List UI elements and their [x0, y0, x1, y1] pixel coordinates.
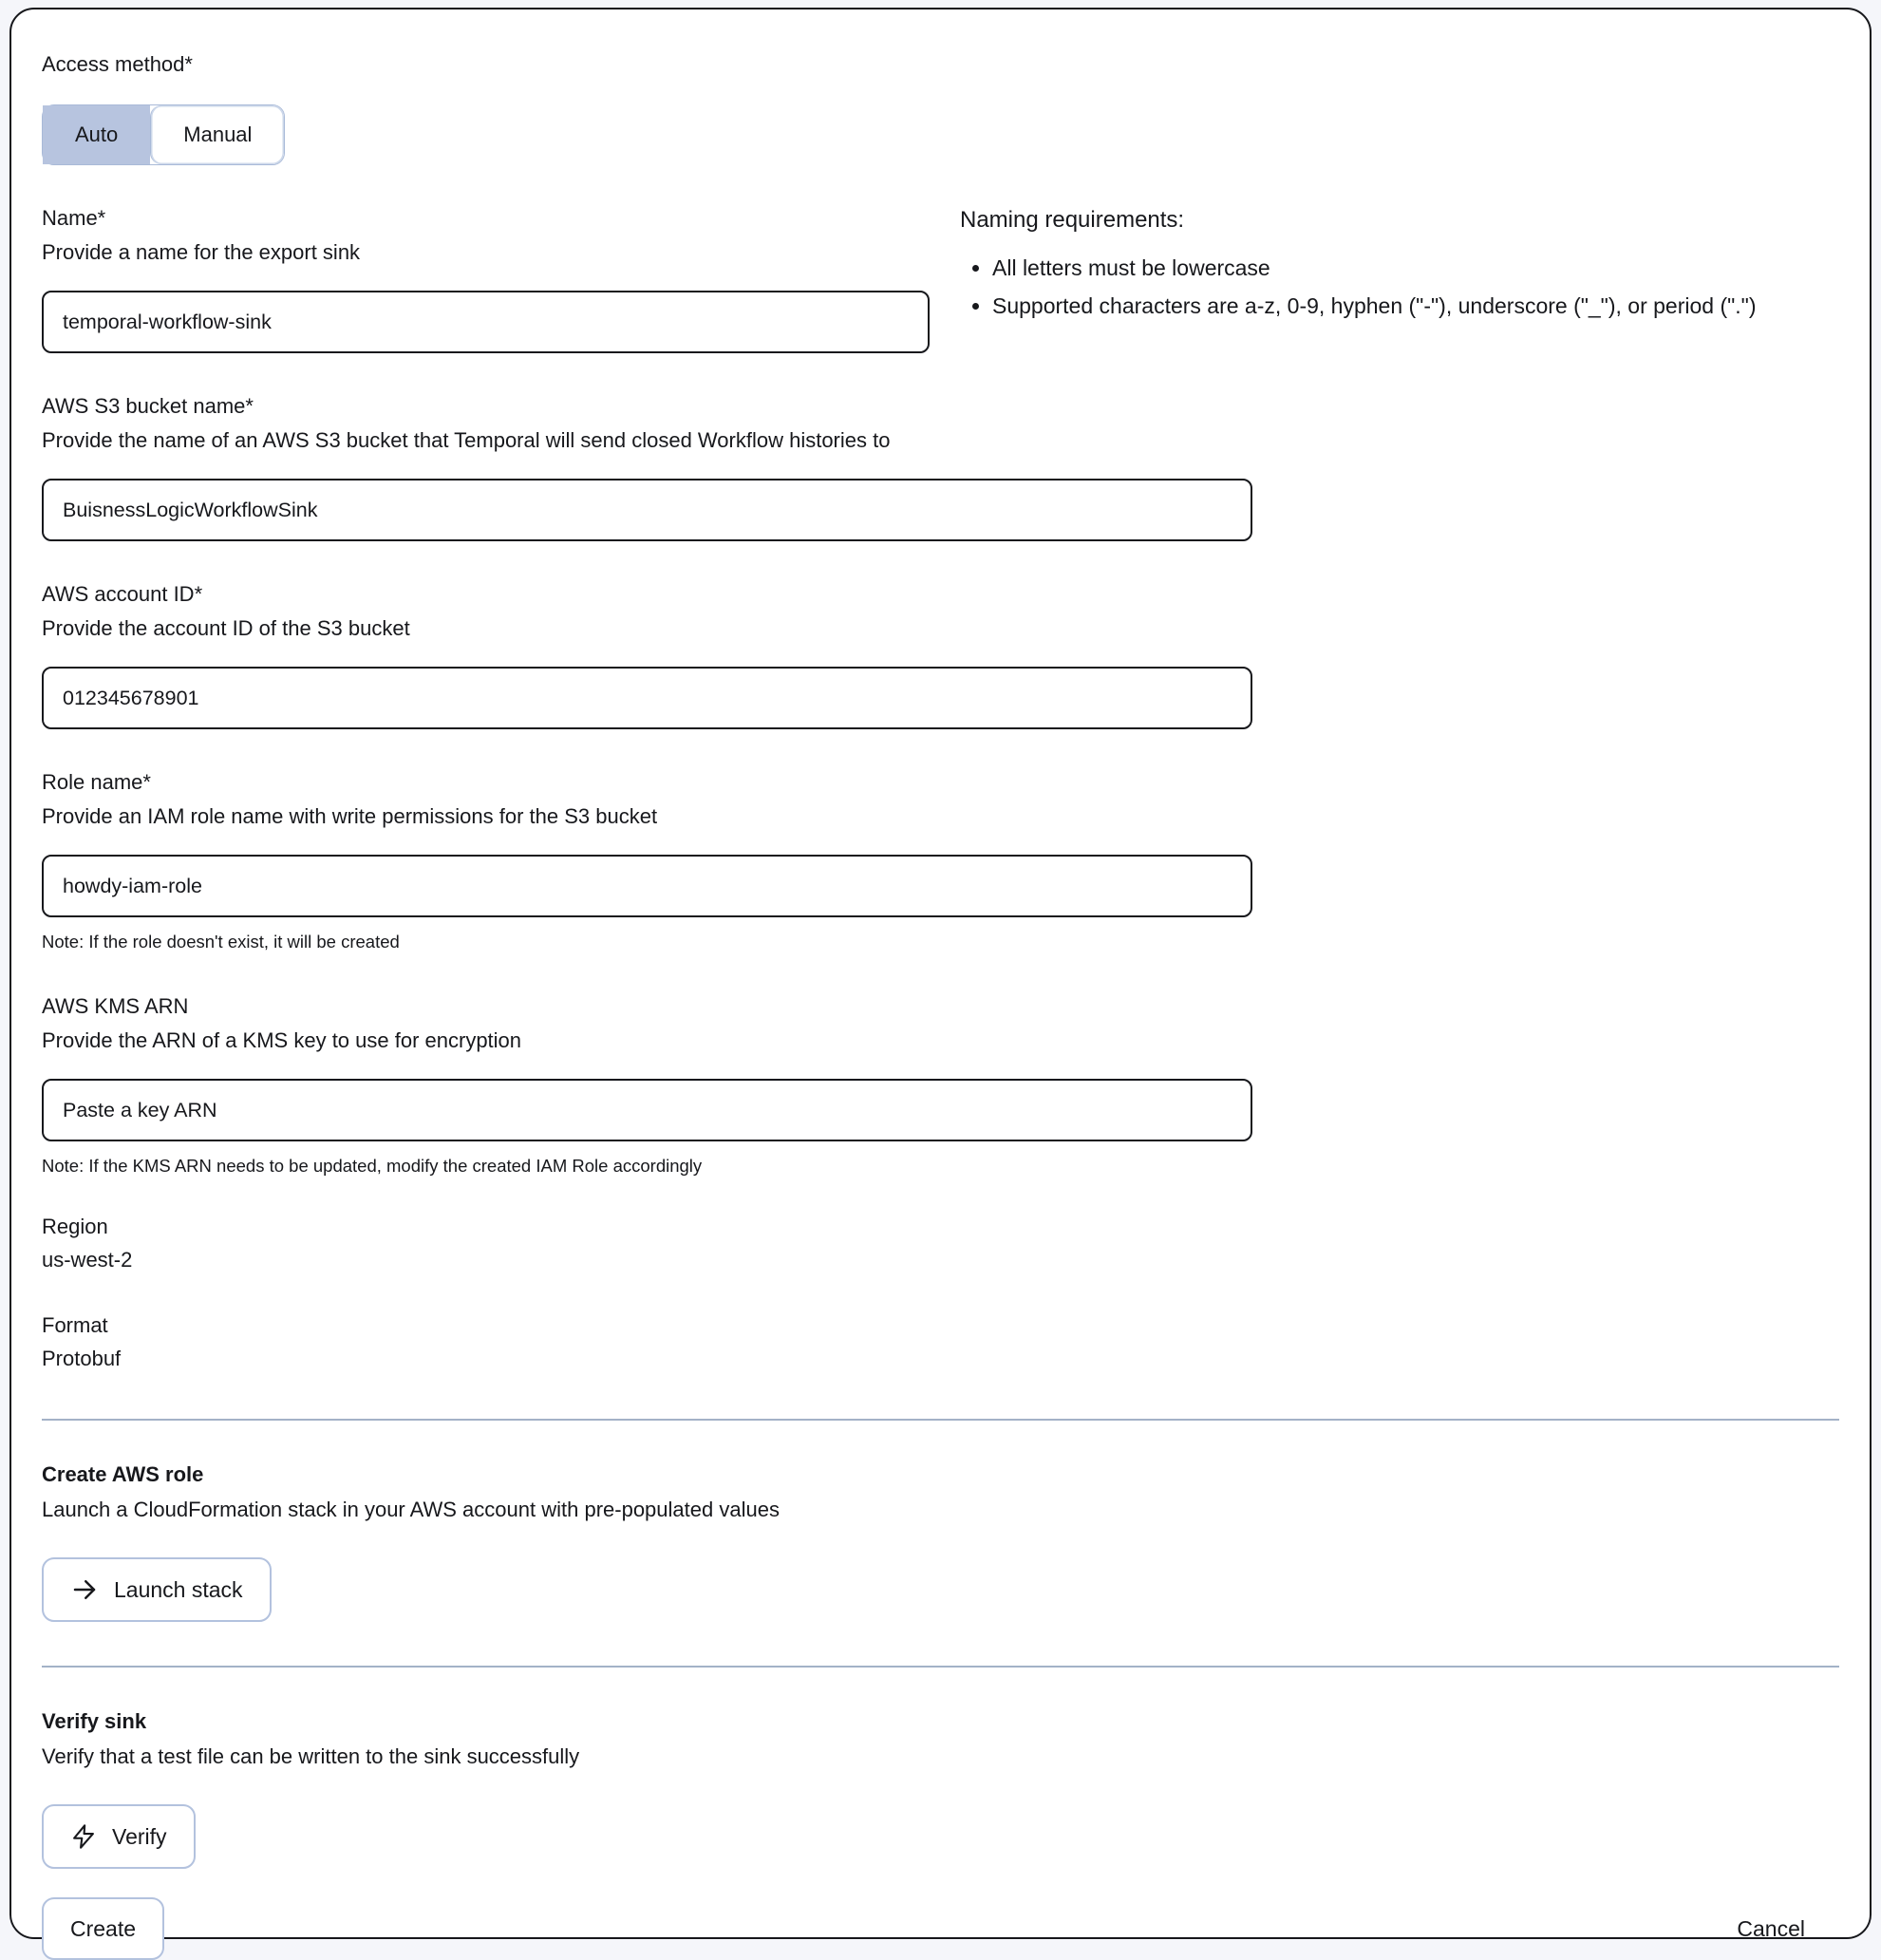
verify-sink-description: Verify that a test file can be written to the sink successfully [42, 1744, 580, 1768]
create-aws-role-section [42, 1461, 1839, 1622]
launch-stack-button[interactable] [42, 1557, 272, 1622]
s3-bucket-input[interactable] [42, 479, 1252, 541]
kms-arn-note: Note: If the KMS ARN needs to be updated, modify the created IAM Role accordingly [42, 1156, 703, 1176]
export-sink-form-card [9, 8, 1872, 1939]
name-input[interactable] [42, 291, 930, 353]
verify-button[interactable] [42, 1804, 196, 1869]
naming-requirements-title: Naming requirements: [960, 207, 1185, 233]
section-divider [42, 1419, 1839, 1421]
kms-arn-description: Provide the ARN of a KMS key to use for encryption [42, 1028, 522, 1052]
name-field [42, 205, 930, 353]
region-value: us-west-2 [42, 1248, 133, 1272]
access-method-option-manual[interactable]: Manual [150, 105, 284, 164]
verify-button-label: Verify [112, 1823, 167, 1849]
create-aws-role-description: Launch a CloudFormation stack in your AWS account with pre-populated values [42, 1498, 780, 1521]
s3-bucket-label: AWS S3 bucket name* [42, 394, 254, 418]
format-label: Format [42, 1313, 108, 1337]
account-id-description: Provide the account ID of the S3 bucket [42, 616, 410, 640]
role-name-input[interactable] [42, 855, 1252, 917]
naming-requirement-item: • All letters must be lowercase [992, 249, 1839, 287]
name-row [42, 205, 1839, 353]
section-divider [42, 1666, 1839, 1668]
access-method-option-auto[interactable]: Auto [43, 105, 150, 164]
naming-requirements [960, 205, 1839, 353]
access-method-toggle [42, 104, 285, 165]
s3-bucket-field [42, 393, 1839, 541]
access-method-label: Access method* [42, 52, 193, 76]
account-id-field [42, 581, 1839, 729]
naming-requirements-list [960, 249, 1839, 325]
create-aws-role-title: Create AWS role [42, 1462, 204, 1486]
lightning-bolt-icon [70, 1823, 97, 1850]
kms-arn-input[interactable] [42, 1079, 1252, 1141]
naming-requirement-item: • Supported characters are a-z, 0-9, hyphen ("-"), underscore ("_"), or period (".") [992, 287, 1839, 325]
name-label: Name* [42, 206, 106, 230]
role-name-label: Role name* [42, 770, 151, 794]
name-description: Provide a name for the export sink [42, 240, 361, 264]
format-field [42, 1312, 1839, 1375]
create-button[interactable] [42, 1897, 164, 1960]
region-label: Region [42, 1215, 108, 1238]
access-method-field [42, 51, 1839, 165]
verify-sink-section [42, 1707, 1839, 1869]
cancel-button[interactable]: Cancel [1737, 1915, 1805, 1941]
kms-arn-field [42, 993, 1839, 1178]
s3-bucket-description: Provide the name of an AWS S3 bucket that Temporal will send closed Workflow histories to [42, 428, 891, 452]
launch-stack-button-label: Launch stack [114, 1576, 243, 1602]
role-name-description: Provide an IAM role name with write permissions for the S3 bucket [42, 804, 658, 828]
create-button-label: Create [70, 1915, 137, 1941]
format-value: Protobuf [42, 1347, 122, 1370]
arrow-right-icon [70, 1575, 99, 1604]
role-name-field [42, 769, 1839, 953]
form-actions [42, 1897, 1839, 1960]
kms-arn-label: AWS KMS ARN [42, 994, 189, 1018]
role-name-note: Note: If the role doesn't exist, it will be created [42, 932, 400, 952]
account-id-input[interactable] [42, 667, 1252, 729]
verify-sink-title: Verify sink [42, 1709, 147, 1733]
region-field [42, 1214, 1839, 1276]
account-id-label: AWS account ID* [42, 582, 203, 606]
